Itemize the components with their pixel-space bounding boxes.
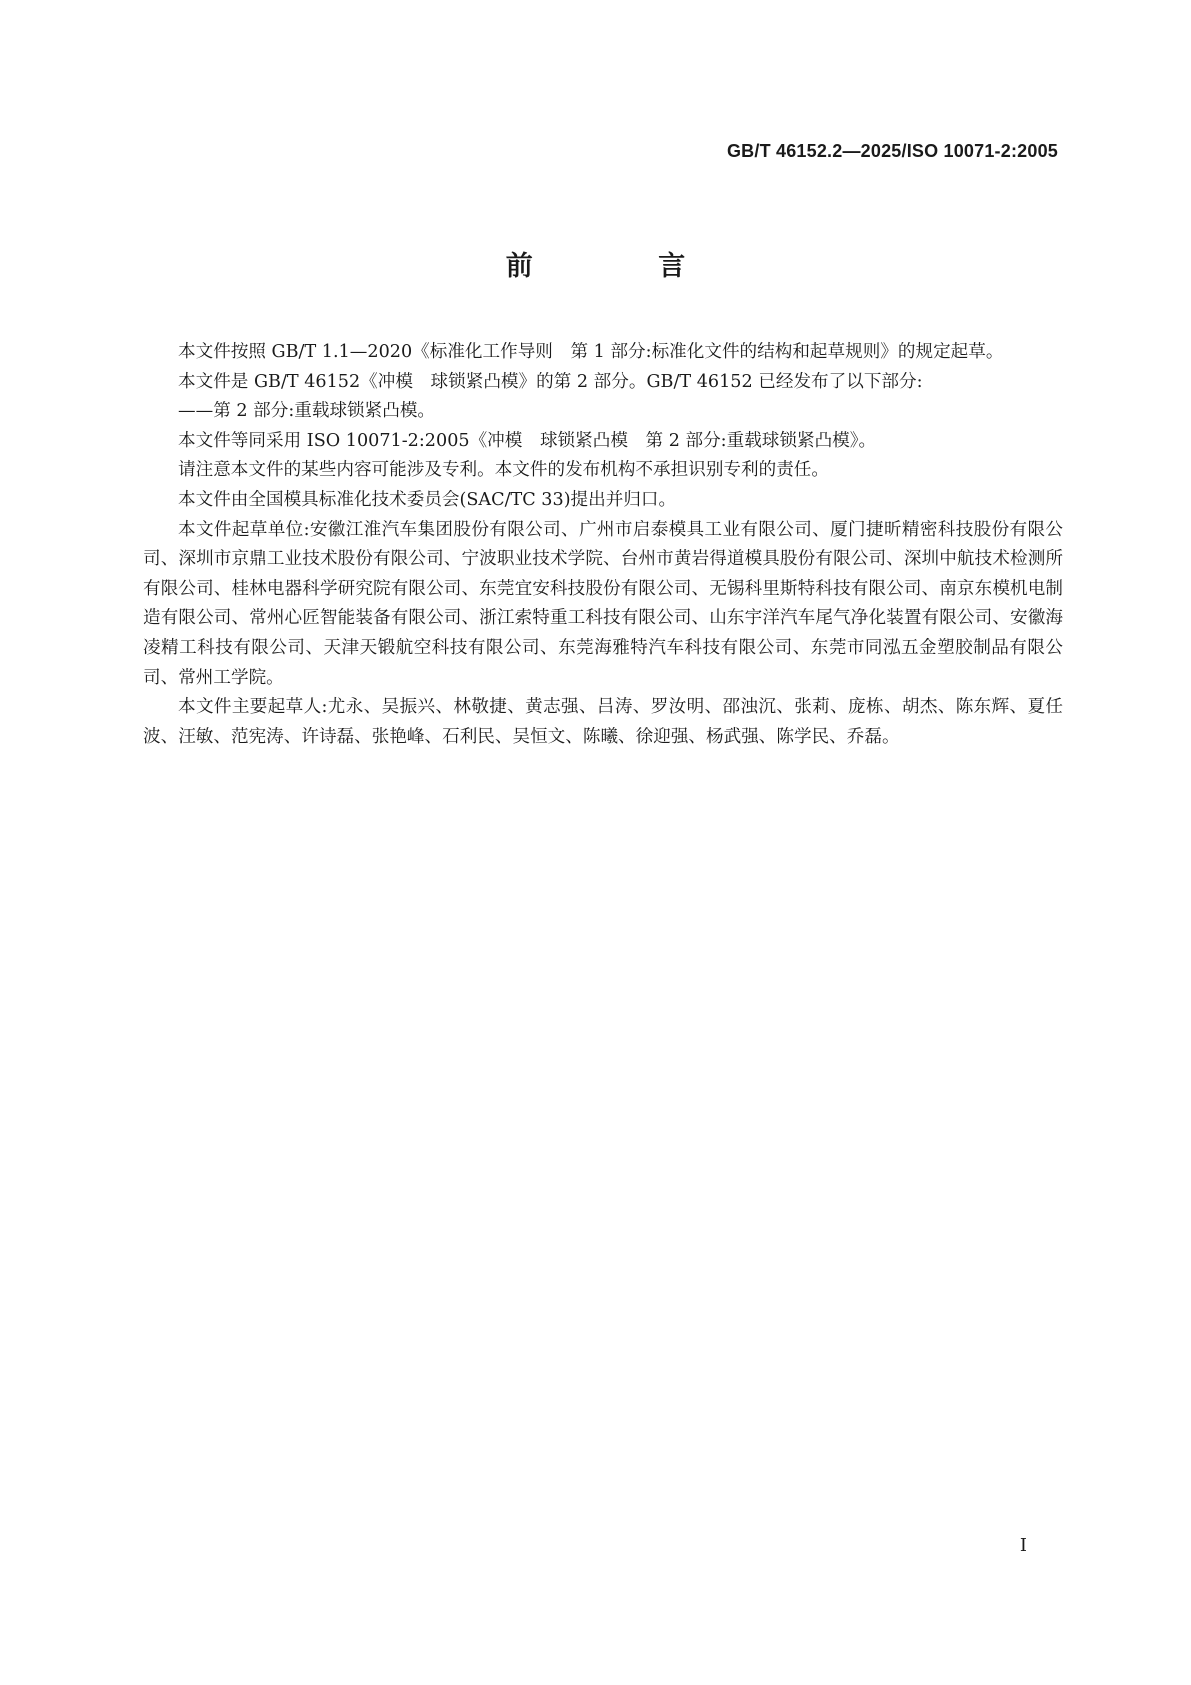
paragraph-part-list-item: ——第 2 部分:重载球锁紧凸模。	[178, 401, 436, 422]
paragraph-drafters: 本文件主要起草人:尤永、吴振兴、林敬捷、黄志强、吕涛、罗汝明、邵浊沉、张莉、庞栋、胡杰、陈东辉、夏任波、汪敏、范宪涛、许诗磊、张艳峰、石利民、吴恒文、陈曦、徐迎强、杨武强、陈学民、乔磊。	[143, 697, 1063, 747]
paragraph-committee: 本文件由全国模具标准化技术委员会(SAC/TC 33)提出并归口。	[178, 489, 677, 510]
standard-code: GB/T 46152.2—2025/ISO 10071-2:2005	[726, 141, 1058, 161]
page-title: 前 言	[505, 251, 744, 282]
foreword-body	[143, 338, 1063, 752]
paragraph-part-overview: 本文件是 GB/T 46152《冲模 球锁紧凸模》的第 2 部分。GB/T 46152 已经发布了以下部分:	[178, 371, 923, 392]
paragraph-drafting-units: 本文件起草单位:安徽江淮汽车集团股份有限公司、广州市启泰模具工业有限公司、厦门捷昕精密科技股份有限公司、深圳市京鼎工业技术股份有限公司、宁波职业技术学院、台州市黄岩得道模具股份有限公司、深圳中航技术检测所有限公司、桂林电器科学研究院有限公司、东莞宜安科技股份有限公司、无锡科里斯特科技有限公司、南京东模机电制造有限公司、常州心匠智能装备有限公司、浙江索特重工科技有限公司、山东宇洋汽车尾气净化装置有限公司、安徽海凌精工科技有限公司、天津天锻航空科技有限公司、东莞海雅特汽车科技有限公司、东莞市同泓五金塑胶制品有限公司、常州工学院。	[143, 519, 1063, 688]
paragraph-patent-notice: 请注意本文件的某些内容可能涉及专利。本文件的发布机构不承担识别专利的责任。	[178, 460, 829, 481]
paragraph-iso-adoption: 本文件等同采用 ISO 10071-2:2005《冲模 球锁紧凸模 第 2 部分:重载球锁紧凸模》。	[178, 430, 877, 451]
paragraph-drafting-rules: 本文件按照 GB/T 1.1—2020《标准化工作导则 第 1 部分:标准化文件的结构和起草规则》的规定起草。	[178, 342, 1004, 362]
page-number: I	[1019, 1535, 1027, 1556]
